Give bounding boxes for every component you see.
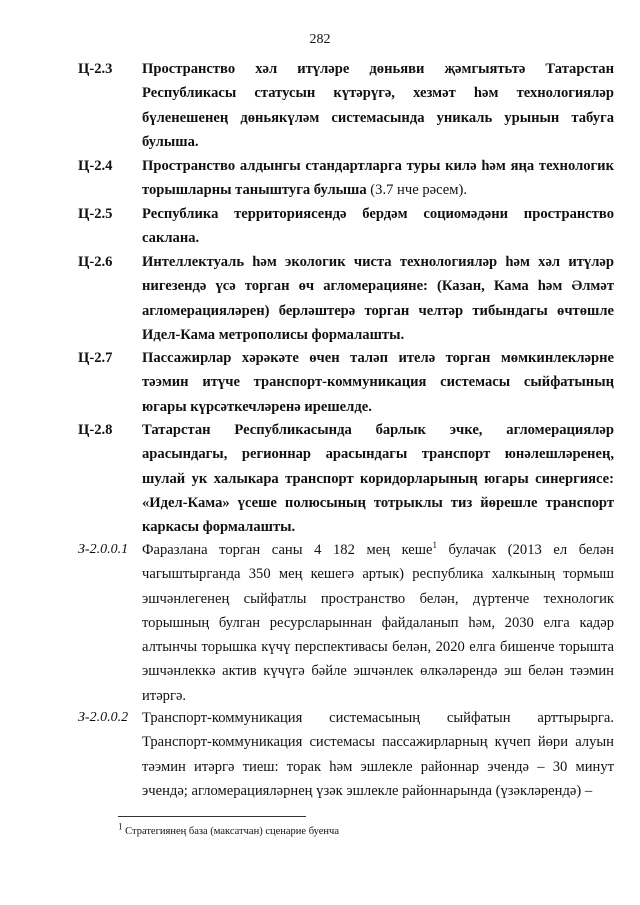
target-entry-2-3 <box>78 57 614 154</box>
entry-code: Ц-2.6 <box>78 254 113 270</box>
page-number: 282 <box>309 32 331 47</box>
entry-text: Республика территориясендә бердәм социомәдәни пространство саклана. <box>142 206 614 247</box>
footnote-text: Стратегиянең база (максатчан) сценарие буенча <box>122 826 339 837</box>
target-entry-2-4 <box>78 154 614 203</box>
target-entry-2-6 <box>78 250 614 347</box>
entry-code: Ц-2.4 <box>78 158 113 174</box>
task-entry-2-0-0-2 <box>78 706 614 803</box>
footnote-reference: 1 <box>432 540 437 551</box>
entry-text-before: Фаразлана торган саны 4 182 мең кеше <box>142 542 433 558</box>
entry-text-after: булачак (2013 ел белән чагыштырганда 350 мең кешегә артык) республика халкының тормыш эшчәнлегенең сыйфатлы пространство белән, дүртенче технологик торышның булган ресурсларыннан файдаланып һәм, 2030 елга кадәр алтынчы торышка күчү перспективасы белән, 2020 елга бишенче торышта эшчәнлеккә актив күчүгә бәйле эшчәнлек өлкәләрендә эш белән тәэмин итәргә. <box>142 542 614 704</box>
footnote <box>118 821 339 839</box>
entry-code: Ц-2.8 <box>78 422 113 438</box>
entry-code: Ц-2.7 <box>78 350 113 366</box>
entry-text-tail: (3.7 нче рәсем). <box>366 182 467 199</box>
target-entry-2-8 <box>78 418 614 539</box>
target-entry-2-7 <box>78 346 614 419</box>
entry-text: Интеллектуаль һәм экологик чиста технологияләр һәм хәл итүләр нигезендә үсә торган өч агломерациянe: (Казан, Кама һәм Әлмәт агломерацияләрен) берләштерә торган челтәр тибындагы өчтөшле Идел-Кама метрополисы формалашты. <box>142 254 614 343</box>
task-entry-2-0-0-1 <box>78 538 614 708</box>
entry-code: З-2.0.0.2 <box>78 710 129 725</box>
target-entry-2-5 <box>78 202 614 251</box>
entry-text <box>142 538 614 708</box>
entry-text <box>142 154 614 203</box>
entry-text: Транспорт-коммуникация системасының сыйфатын арттырырга. Транспорт-коммуникация системасы пассажирларның күчеп йөри алуын тәэмин итәргә тиеш: торак һәм эшлекле районнар эчендә – 30 минут эчендә; агломерацияләрнең үзәк эшлекле районнарында (үзәкләрендә) – <box>142 710 614 799</box>
entry-text-main: Пространство алдынгы стандартларга туры килә һәм яңа технологик торышларны таныштуга булыша <box>142 158 614 199</box>
entry-text: Пространство хәл итүләре дөньяви җәмгыятьтә Татарстан Республикасы статусын күтәрүгә, хезмәт һәм технологияләр бүленешенең дөньякүләм системасында уникаль урынын табуга булыша. <box>142 61 614 150</box>
entry-text: Татарстан Республикасында барлык эчке, агломерацияләр арасындагы, регионнар арасындагы транспорт юнәлешләренең, шулай ук халыкара транспорт коридорларының югары синергиясе: «Идел-Кама» үсеше полюсының тотрыклы тиз йөрешле транспорт каркасы формалашты. <box>142 422 614 536</box>
footnote-marker: 1 <box>118 821 123 832</box>
footnote-divider <box>118 816 306 817</box>
entry-code: З-2.0.0.1 <box>78 542 129 557</box>
entry-text: Пассажирлар хәрәкәте өчен таләп ителә торган мөмкинлекләрне тәэмин итүче транспорт-коммуникация системасы сыйфатының югары күрсәткечләренә ирешелде. <box>142 350 614 415</box>
entry-code: Ц-2.5 <box>78 206 113 222</box>
entry-code: Ц-2.3 <box>78 61 113 77</box>
